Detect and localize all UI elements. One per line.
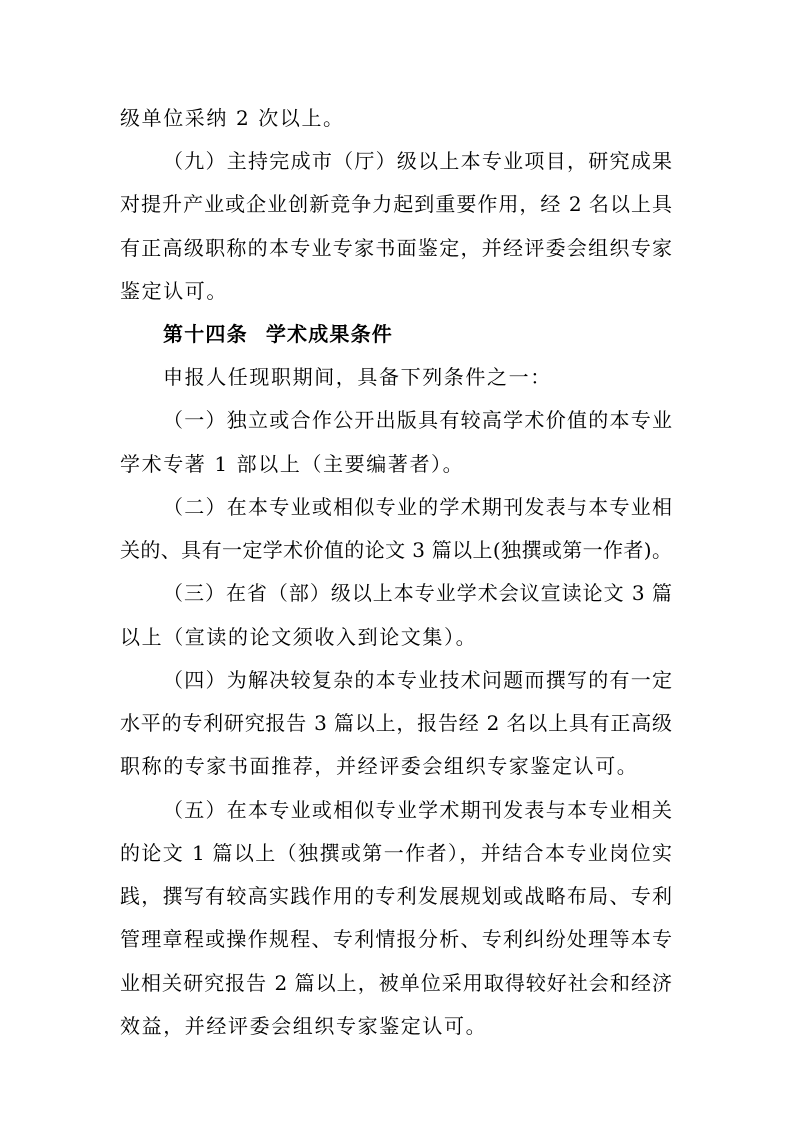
paragraph-item-nine: （九）主持完成市（厅）级以上本专业项目，研究成果 xyxy=(163,149,672,173)
article-heading xyxy=(0,322,793,346)
body-line: 关的、具有一定学术价值的论文 3 篇以上(独撰或第一作者)。 xyxy=(120,538,672,562)
body-line: 学术专著 1 部以上（主要编著者）。 xyxy=(120,452,465,476)
body-line: 级单位采纳 2 次以上。 xyxy=(120,106,345,130)
body-line: 管理章程或操作规程、专利情报分析、专利纠纷处理等本专 xyxy=(120,927,672,951)
body-line: 职称的专家书面推荐，并经评委会组织专家鉴定认可。 xyxy=(120,754,639,778)
paragraph-item-three: （三）在省（部）级以上本专业学术会议宣读论文 3 篇 xyxy=(163,581,672,605)
body-line: 以上（宣读的论文须收入到论文集）。 xyxy=(120,625,478,649)
paragraph-item-five: （五）在本专业或相似专业学术期刊发表与本专业相关 xyxy=(163,798,672,822)
paragraph-item-two: （二）在本专业或相似专业的学术期刊发表与本专业相 xyxy=(163,495,672,519)
body-line: 效益，并经评委会组织专家鉴定认可。 xyxy=(120,1014,488,1038)
body-line: 对提升产业或企业创新竞争力起到重要作用，经 2 名以上具 xyxy=(120,192,672,216)
body-line: 水平的专利研究报告 3 篇以上，报告经 2 名以上具有正高级 xyxy=(120,711,672,735)
body-line: 践，撰写有较高实践作用的专利发展规划或战略布局、专利 xyxy=(120,884,672,908)
article-number: 第十四条 xyxy=(163,322,248,346)
intro-line: 申报人任现职期间，具备下列条件之一： xyxy=(163,365,552,389)
body-line: 的论文 1 篇以上（独撰或第一作者），并结合本专业岗位实 xyxy=(120,841,672,865)
paragraph-item-four: （四）为解决较复杂的本专业技术问题而撰写的有一定 xyxy=(163,668,672,692)
article-title: 学术成果条件 xyxy=(265,322,394,346)
body-line: 业相关研究报告 2 篇以上，被单位采用取得较好社会和经济 xyxy=(120,971,672,995)
body-line: 鉴定认可。 xyxy=(120,279,228,303)
body-line: 有正高级职称的本专业专家书面鉴定，并经评委会组织专家 xyxy=(120,236,672,260)
paragraph-item-one: （一）独立或合作公开出版具有较高学术价值的本专业 xyxy=(163,408,672,432)
